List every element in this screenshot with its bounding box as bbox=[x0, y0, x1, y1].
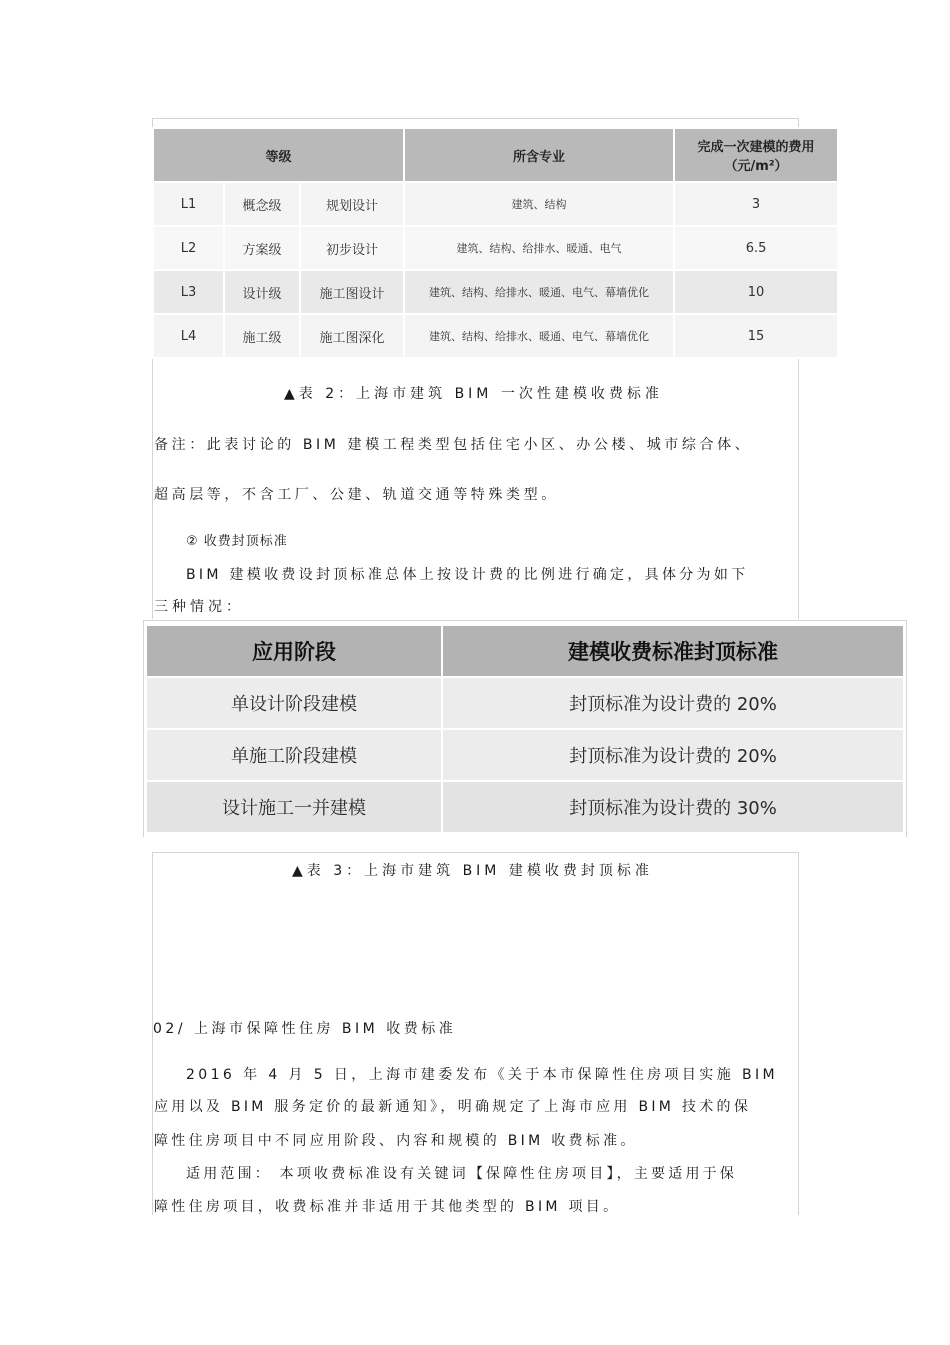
para2-line-1: 适用范围： 本项收费标准设有关键词【保障性住房项目】，主要适用于保 bbox=[186, 1166, 738, 1182]
specialty: 建筑、结构 bbox=[404, 182, 674, 226]
header-specialty: 所含专业 bbox=[404, 128, 674, 182]
section-02-heading: 02/ 上海市保障性住房 BIM 收费标准 bbox=[153, 1021, 457, 1037]
level-grade: 概念级 bbox=[224, 182, 300, 226]
para1-line-3: 障性住房项目中不同应用阶段、内容和规模的 BIM 收费标准。 bbox=[154, 1133, 638, 1149]
cost: 3 bbox=[674, 182, 838, 226]
application-stage: 设计施工一并建模 bbox=[146, 781, 442, 833]
cap-standard: 封顶标准为设计费的 20% bbox=[442, 729, 904, 781]
level-grade: 设计级 bbox=[224, 270, 300, 314]
header-standard: 建模收费标准封顶标准 bbox=[442, 625, 904, 677]
header-level: 等级 bbox=[153, 128, 404, 182]
para1-line-1: 2016 年 4 月 5 日，上海市建委发布《关于本市保障性住房项目实施 BIM bbox=[186, 1067, 778, 1083]
table-row bbox=[146, 677, 904, 729]
design-stage: 初步设计 bbox=[300, 226, 404, 270]
level-code: L4 bbox=[153, 314, 224, 358]
table-row bbox=[153, 270, 838, 314]
cap-intro-line-2: 三种情况： bbox=[154, 599, 244, 615]
table-row bbox=[153, 182, 838, 226]
table-row bbox=[146, 729, 904, 781]
specialty: 建筑、结构、给排水、暖通、电气 bbox=[404, 226, 674, 270]
para1-line-2: 应用以及 BIM 服务定价的最新通知》，明确规定了上海市应用 BIM 技术的保 bbox=[154, 1099, 752, 1115]
level-grade: 施工级 bbox=[224, 314, 300, 358]
specialty: 建筑、结构、给排水、暖通、电气、幕墙优化 bbox=[404, 314, 674, 358]
header-cost: 完成一次建模的费用（元/m²） bbox=[674, 128, 838, 182]
level-code: L2 bbox=[153, 226, 224, 270]
cost: 6.5 bbox=[674, 226, 838, 270]
application-stage: 单施工阶段建模 bbox=[146, 729, 442, 781]
design-stage: 规划设计 bbox=[300, 182, 404, 226]
level-grade: 方案级 bbox=[224, 226, 300, 270]
table-row bbox=[153, 226, 838, 270]
cap-standard: 封顶标准为设计费的 20% bbox=[442, 677, 904, 729]
para2-line-2: 障性住房项目，收费标准并非适用于其他类型的 BIM 项目。 bbox=[154, 1199, 621, 1215]
bim-modeling-fee-table bbox=[152, 127, 839, 359]
specialty: 建筑、结构、给排水、暖通、电气、幕墙优化 bbox=[404, 270, 674, 314]
application-stage: 单设计阶段建模 bbox=[146, 677, 442, 729]
header-stage: 应用阶段 bbox=[146, 625, 442, 677]
table-row bbox=[146, 781, 904, 833]
cost: 15 bbox=[674, 314, 838, 358]
table2-caption: ▲表 2：上海市建筑 BIM 一次性建模收费标准 bbox=[284, 386, 663, 402]
cap-standard: 封顶标准为设计费的 30% bbox=[442, 781, 904, 833]
cap-intro-line-1: BIM 建模收费设封顶标准总体上按设计费的比例进行确定，具体分为如下 bbox=[186, 567, 749, 583]
design-stage: 施工图设计 bbox=[300, 270, 404, 314]
table-row bbox=[153, 314, 838, 358]
level-code: L1 bbox=[153, 182, 224, 226]
level-code: L3 bbox=[153, 270, 224, 314]
bim-fee-cap-table bbox=[145, 624, 905, 834]
section-heading-cap: ② 收费封顶标准 bbox=[186, 534, 288, 549]
cost: 10 bbox=[674, 270, 838, 314]
table3-caption: ▲表 3：上海市建筑 BIM 建模收费封顶标准 bbox=[292, 863, 653, 879]
note-line-2: 超高层等，不含工厂、公建、轨道交通等特殊类型。 bbox=[154, 487, 559, 503]
design-stage: 施工图深化 bbox=[300, 314, 404, 358]
note-line-1: 备注：此表讨论的 BIM 建模工程类型包括住宅小区、办公楼、城市综合体、 bbox=[154, 437, 753, 453]
